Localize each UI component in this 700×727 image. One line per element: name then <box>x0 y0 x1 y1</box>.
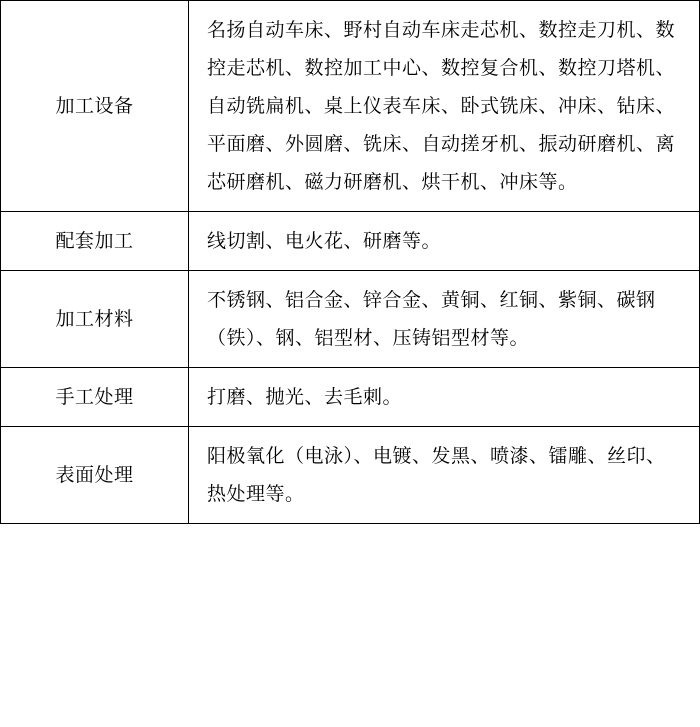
table-row <box>1 1 700 212</box>
row-value-materials: 不锈钢、铝合金、锌合金、黄铜、红铜、紫铜、碳钢（铁）、钢、铝型材、压铸铝型材等。 <box>189 271 700 368</box>
row-value-surface-treatment: 阳极氧化（电泳）、电镀、发黑、喷漆、镭雕、丝印、热处理等。 <box>189 427 700 524</box>
row-value-supporting-processing: 线切割、电火花、研磨等。 <box>189 212 700 271</box>
table-body <box>1 1 700 524</box>
row-label-surface-treatment: 表面处理 <box>1 427 189 524</box>
row-label-supporting-processing: 配套加工 <box>1 212 189 271</box>
row-label-manual-processing: 手工处理 <box>1 368 189 427</box>
table-row <box>1 368 700 427</box>
row-label-materials: 加工材料 <box>1 271 189 368</box>
table-row <box>1 271 700 368</box>
row-value-machining-equipment: 名扬自动车床、野村自动车床走芯机、数控走刀机、数控走芯机、数控加工中心、数控复合机、数控刀塔机、自动铣扁机、桌上仪表车床、卧式铣床、冲床、钻床、平面磨、外圆磨、铣床、自动搓牙机、振动研磨机、离芯研磨机、磁力研磨机、烘干机、冲床等。 <box>189 1 700 212</box>
table-row <box>1 212 700 271</box>
row-value-manual-processing: 打磨、抛光、去毛刺。 <box>189 368 700 427</box>
table-row <box>1 427 700 524</box>
row-label-machining-equipment: 加工设备 <box>1 1 189 212</box>
